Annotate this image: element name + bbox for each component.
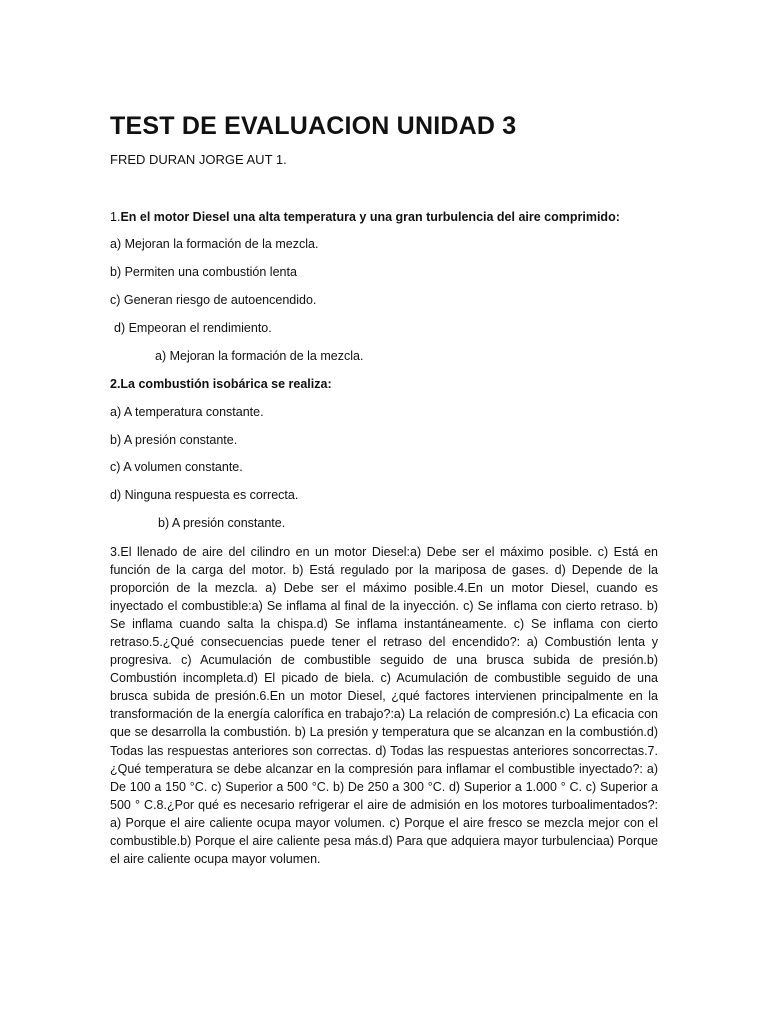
question-2-option-d: d) Ninguna respuesta es correcta. bbox=[110, 488, 299, 502]
question-2-option-c: c) A volumen constante. bbox=[110, 460, 243, 474]
question-1-text: En el motor Diesel una alta temperatura y una gran turbulencia del aire comprimido: bbox=[120, 210, 620, 224]
question-1-option-b: b) Permiten una combustión lenta bbox=[110, 265, 297, 279]
question-1-option-a: a) Mejoran la formación de la mezcla. bbox=[110, 237, 319, 251]
question-2-answer: b) A presión constante. bbox=[158, 516, 286, 530]
question-1-number: 1. bbox=[110, 210, 121, 224]
author-line: FRED DURAN JORGE AUT 1. bbox=[110, 152, 287, 167]
question-2-option-a: a) A temperatura constante. bbox=[110, 405, 264, 419]
question-2: 2.La combustión isobárica se realiza: bbox=[110, 377, 332, 391]
questions-3-to-8-paragraph: 3.El llenado de aire del cilindro en un motor Diesel:a) Debe ser el máximo posible. c) Está en función de la carga del motor. b) Está regulado por la mariposa de gases. d) Depende de la proporción de la mezcla. a) Debe ser el máximo posible.4.En un motor Diesel, cuando es inyectado el combustible:a) Se inflama al final de la inyección. c) Se inflama con cierto retraso. b) Se inflama cuando salta la chispa.d) Se inflama instantáneamente. c) Se inflama con cierto retraso.5.¿Qué consecuencias puede tener el retraso del encendido?: a) Combustión lenta y progresiva. c) Acumulación de combustible seguido de una brusca subida de presión.b) Combustión incompleta.d) El picado de biela. c) Acumulación de combustible seguido de una brusca subida de presión.6.En un motor Diesel, ¿qué factores intervienen principalmente en la transformación de la energía calorífica en trabajo?:a) La relación de compresión.c) La eficacia con que se desarrolla la combustión. b) La presión y temperatura que se alcanzan en la combustión.d) Todas las respuestas anteriores son correctas. d) Todas las respuestas anteriores soncorrectas.7.¿Qué temperatura se debe alcanzar en la compresión para inflamar el combustible inyectado?: a) De 100 a 150 °C. c) Superior a 500 °C. b) De 250 a 300 °C. d) Superior a 1.000 ° C. c) Superior a 500 ° C.8.¿Por qué es necesario refrigerar el aire de admisión en los motores turboalimentados?: a) Porque el aire caliente ocupa mayor volumen. c) Porque el aire fresco se mezcla mejor con el combustible.b) Porque el aire caliente pesa más.d) Para que adquiera mayor turbulenciaa) Porque el aire caliente ocupa mayor volumen. bbox=[110, 545, 658, 866]
document-title: TEST DE EVALUACION UNIDAD 3 bbox=[110, 112, 517, 140]
question-1 bbox=[110, 210, 620, 224]
question-1-option-d: d) Empeoran el rendimiento. bbox=[114, 321, 272, 335]
question-1-option-c: c) Generan riesgo de autoencendido. bbox=[110, 293, 317, 307]
question-1-answer: a) Mejoran la formación de la mezcla. bbox=[155, 349, 364, 363]
question-2-option-b: b) A presión constante. bbox=[110, 433, 238, 447]
